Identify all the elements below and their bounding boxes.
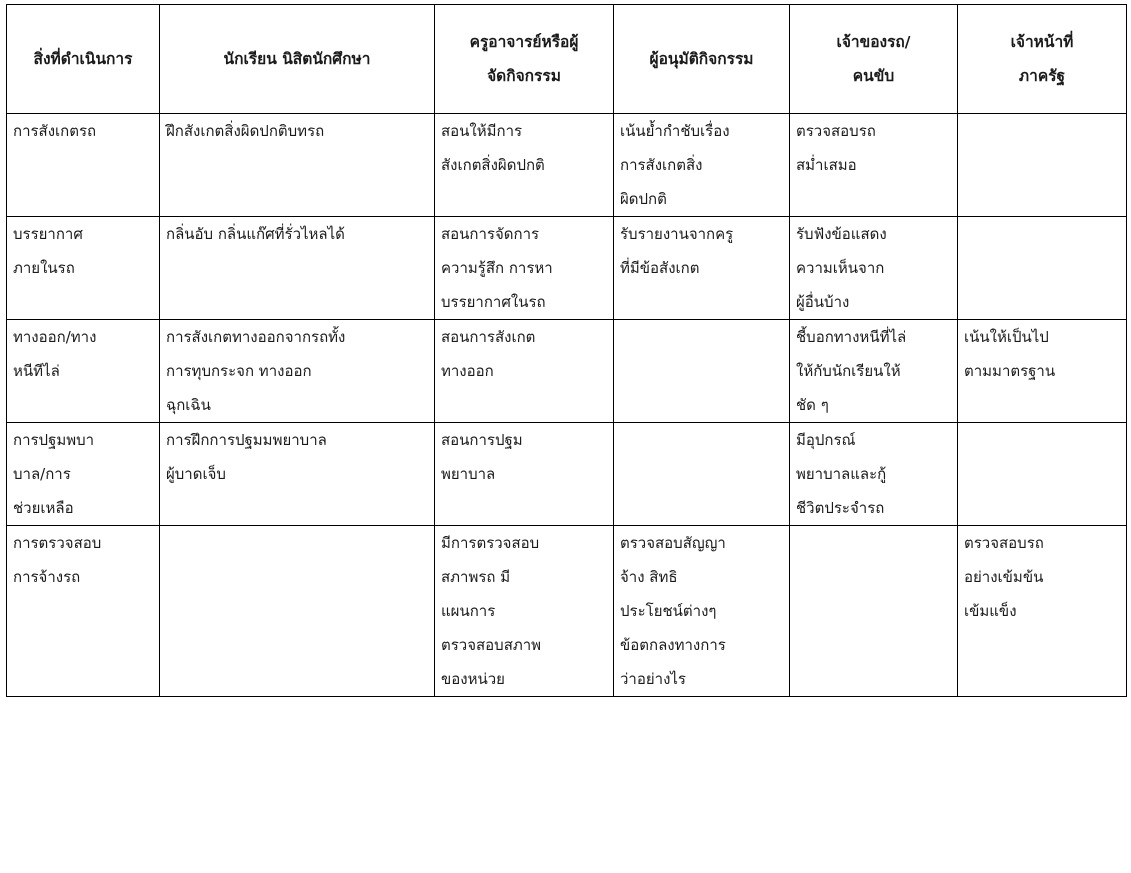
cell-text: เข้มแข็ง xyxy=(964,602,1017,620)
column-header-text: เจ้าของรถ/ xyxy=(836,33,911,51)
table-cell xyxy=(160,423,435,526)
cell-text: หนีทีไล่ xyxy=(13,362,60,380)
column-header-text: ภาครัฐ xyxy=(1018,67,1066,85)
table-body xyxy=(7,114,1127,697)
cell-text: การปฐมพบา xyxy=(13,431,95,449)
cell-text: กลิ่นอับ กลิ่นแก๊ศที่รั่วไหลได้ xyxy=(166,225,345,243)
table-row xyxy=(7,526,1127,697)
cell-text: สอนการปฐม xyxy=(441,431,523,449)
cell-text: มีการตรวจสอบ xyxy=(441,534,540,552)
cell-text: ผิดปกติ xyxy=(620,190,667,208)
cell-text: การฝึกการปฐมมพยาบาล xyxy=(166,431,327,449)
column-header-text: เจ้าหน้าที่ xyxy=(1010,33,1074,51)
row-header-cell xyxy=(7,423,160,526)
cell-text: จ้าง สิทธิ xyxy=(620,568,678,586)
cell-text: ตรวจสอบสัญญา xyxy=(620,534,726,552)
column-header xyxy=(7,5,160,114)
cell-text: บาล/การ xyxy=(13,465,71,483)
column-header xyxy=(160,5,435,114)
cell-text: ความเห็นจาก xyxy=(796,259,885,277)
cell-text: ชีวิตประจำรถ xyxy=(796,499,885,517)
cell-text: การทุบกระจก ทางออก xyxy=(166,362,312,380)
responsibility-table xyxy=(6,4,1127,697)
table-cell xyxy=(435,320,614,423)
cell-text: แผนการ xyxy=(441,602,496,620)
cell-text: การจ้างรถ xyxy=(13,568,81,586)
table-row xyxy=(7,423,1127,526)
column-header xyxy=(790,5,958,114)
table-cell xyxy=(790,320,958,423)
table-cell xyxy=(160,114,435,217)
cell-text: การตรวจสอบ xyxy=(13,534,102,552)
cell-text: ของหน่วย xyxy=(441,670,505,688)
cell-text: ภายในรถ xyxy=(13,259,75,277)
table-cell xyxy=(435,217,614,320)
cell-text: มีอุปกรณ์ xyxy=(796,431,856,449)
table-row xyxy=(7,114,1127,217)
cell-text: ชี้บอกทางหนีที่ไล่ xyxy=(796,328,907,346)
table-cell xyxy=(160,320,435,423)
cell-text: ช่วยเหลือ xyxy=(13,499,74,517)
cell-text: สม่ำเสมอ xyxy=(796,156,857,174)
cell-text: พยาบาล xyxy=(441,465,496,483)
header-row xyxy=(7,5,1127,114)
table-cell xyxy=(435,423,614,526)
cell-text: การสังเกตรถ xyxy=(13,122,97,140)
cell-text: ประโยชน์ต่างๆ xyxy=(620,602,717,620)
cell-text: ที่มีข้อสังเกต xyxy=(620,259,700,277)
cell-text: ความรู้สึก การหา xyxy=(441,259,553,277)
table-cell xyxy=(160,217,435,320)
table-cell xyxy=(614,320,790,423)
cell-text: ข้อตกลงทางการ xyxy=(620,636,726,654)
cell-text: ฝึกสังเกตสิ่งผิดปกติบทรถ xyxy=(166,122,325,140)
table-cell xyxy=(790,217,958,320)
table-cell xyxy=(790,526,958,697)
cell-text: ผู้อื่นบ้าง xyxy=(796,293,850,311)
table-cell xyxy=(958,320,1127,423)
cell-text: ฉุกเฉิน xyxy=(166,396,211,414)
table-cell xyxy=(958,526,1127,697)
column-header xyxy=(958,5,1127,114)
column-header-text: จัดกิจกรรม xyxy=(487,67,561,85)
table-row xyxy=(7,320,1127,423)
table-cell xyxy=(614,423,790,526)
cell-text: สภาพรถ มี xyxy=(441,568,511,586)
cell-text: การสังเกตสิ่ง xyxy=(620,156,703,174)
cell-text: ตรวจสอบรถ xyxy=(964,534,1044,552)
cell-text: อย่างเข้มข้น xyxy=(964,568,1044,586)
row-header-cell xyxy=(7,526,160,697)
table-cell xyxy=(435,114,614,217)
cell-text: ตรวจสอบรถ xyxy=(796,122,876,140)
cell-text: ทางออก/ทาง xyxy=(13,328,97,346)
cell-text: เน้นให้เป็นไป xyxy=(964,328,1049,346)
cell-text: ว่าอย่างไร xyxy=(620,670,686,688)
table-cell xyxy=(614,526,790,697)
table-cell xyxy=(160,526,435,697)
column-header-text: นักเรียน นิสิตนักศึกษา xyxy=(223,50,371,68)
cell-text: สังเกตสิ่งผิดปกติ xyxy=(441,156,545,174)
table-cell xyxy=(958,217,1127,320)
table-cell xyxy=(790,114,958,217)
cell-text: ทางออก xyxy=(441,362,494,380)
column-header-text: สิ่งที่ดำเนินการ xyxy=(33,50,133,68)
table-cell xyxy=(614,217,790,320)
table-cell xyxy=(435,526,614,697)
row-header-cell xyxy=(7,320,160,423)
cell-text: รับรายงานจากครู xyxy=(620,225,734,243)
cell-text: ให้กับนักเรียนให้ xyxy=(796,362,901,380)
row-header-cell xyxy=(7,114,160,217)
table-cell xyxy=(958,423,1127,526)
cell-text: บรรยากาศในรถ xyxy=(441,293,546,311)
cell-text: เน้นย้ำกำชับเรื่อง xyxy=(620,122,730,140)
cell-text: สอนการสังเกต xyxy=(441,328,536,346)
column-header-text: ผู้อนุมัติกิจกรรม xyxy=(649,50,754,68)
table-cell xyxy=(790,423,958,526)
table-cell xyxy=(614,114,790,217)
table-row xyxy=(7,217,1127,320)
column-header-text: ครูอาจารย์หรือผู้ xyxy=(469,33,579,51)
cell-text: สอนการจัดการ xyxy=(441,225,540,243)
cell-text: พยาบาลและกู้ xyxy=(796,465,887,483)
column-header xyxy=(614,5,790,114)
table-cell xyxy=(958,114,1127,217)
cell-text: สอนให้มีการ xyxy=(441,122,523,140)
cell-text: ผู้บาดเจ็บ xyxy=(166,465,226,483)
column-header xyxy=(435,5,614,114)
cell-text: การสังเกตทางออกจากรถทั้ง xyxy=(166,328,346,346)
row-header-cell xyxy=(7,217,160,320)
cell-text: รับฟังข้อแสดง xyxy=(796,225,887,243)
cell-text: ตรวจสอบสภาพ xyxy=(441,636,542,654)
cell-text: บรรยากาศ xyxy=(13,225,83,243)
column-header-text: คนขับ xyxy=(852,67,895,85)
cell-text: ตามมาตรฐาน xyxy=(964,362,1056,380)
cell-text: ชัด ๆ xyxy=(796,396,829,414)
